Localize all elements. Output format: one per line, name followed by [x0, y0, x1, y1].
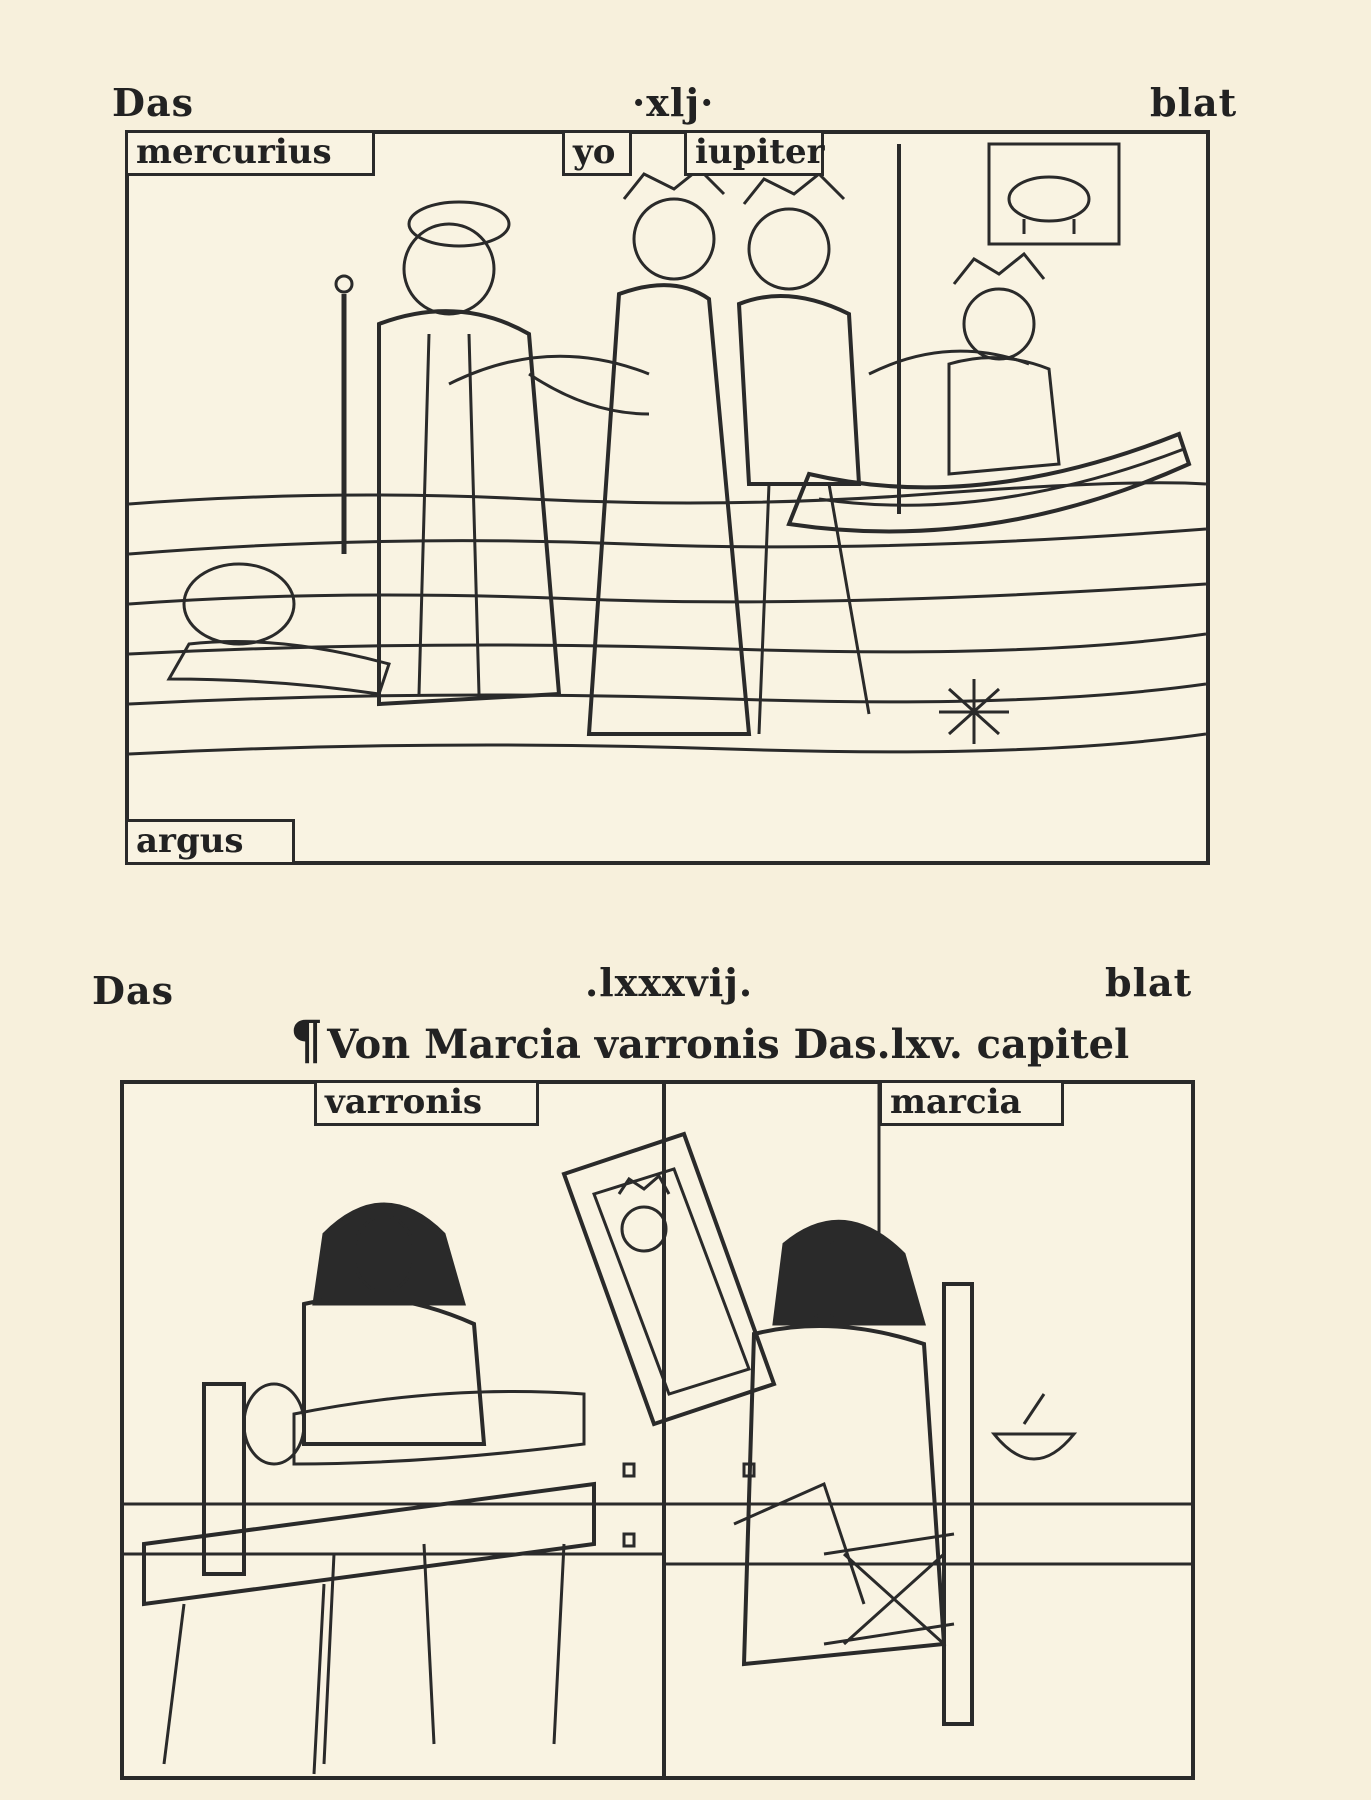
top-woodcut-frame — [125, 130, 1210, 865]
top-header-right: blat — [1150, 80, 1238, 125]
chapter-heading — [290, 1010, 1210, 1071]
bottom-woodcut-frame — [120, 1080, 1195, 1780]
bottom-header-right: blat — [1105, 960, 1193, 1005]
bottom-woodcut-illustration — [124, 1084, 1191, 1776]
label-iupiter: iupiter — [684, 130, 824, 176]
label-mercurius: mercurius — [125, 130, 375, 176]
label-marcia: marcia — [879, 1080, 1064, 1126]
top-woodcut-illustration — [129, 134, 1206, 861]
label-argus: argus — [125, 819, 295, 865]
pilcrow-mark: ¶ — [290, 1010, 324, 1071]
label-varronis: varronis — [314, 1080, 539, 1126]
top-header-folio: ·xlj· — [632, 80, 715, 125]
chapter-heading-text: Von Marcia varronis Das.lxv. capitel — [327, 1021, 1130, 1068]
bottom-header-folio: .lxxxvij. — [585, 960, 754, 1005]
label-yo: yo — [562, 130, 632, 176]
top-header-left: Das — [112, 80, 194, 125]
bottom-header-left: Das — [92, 968, 174, 1013]
